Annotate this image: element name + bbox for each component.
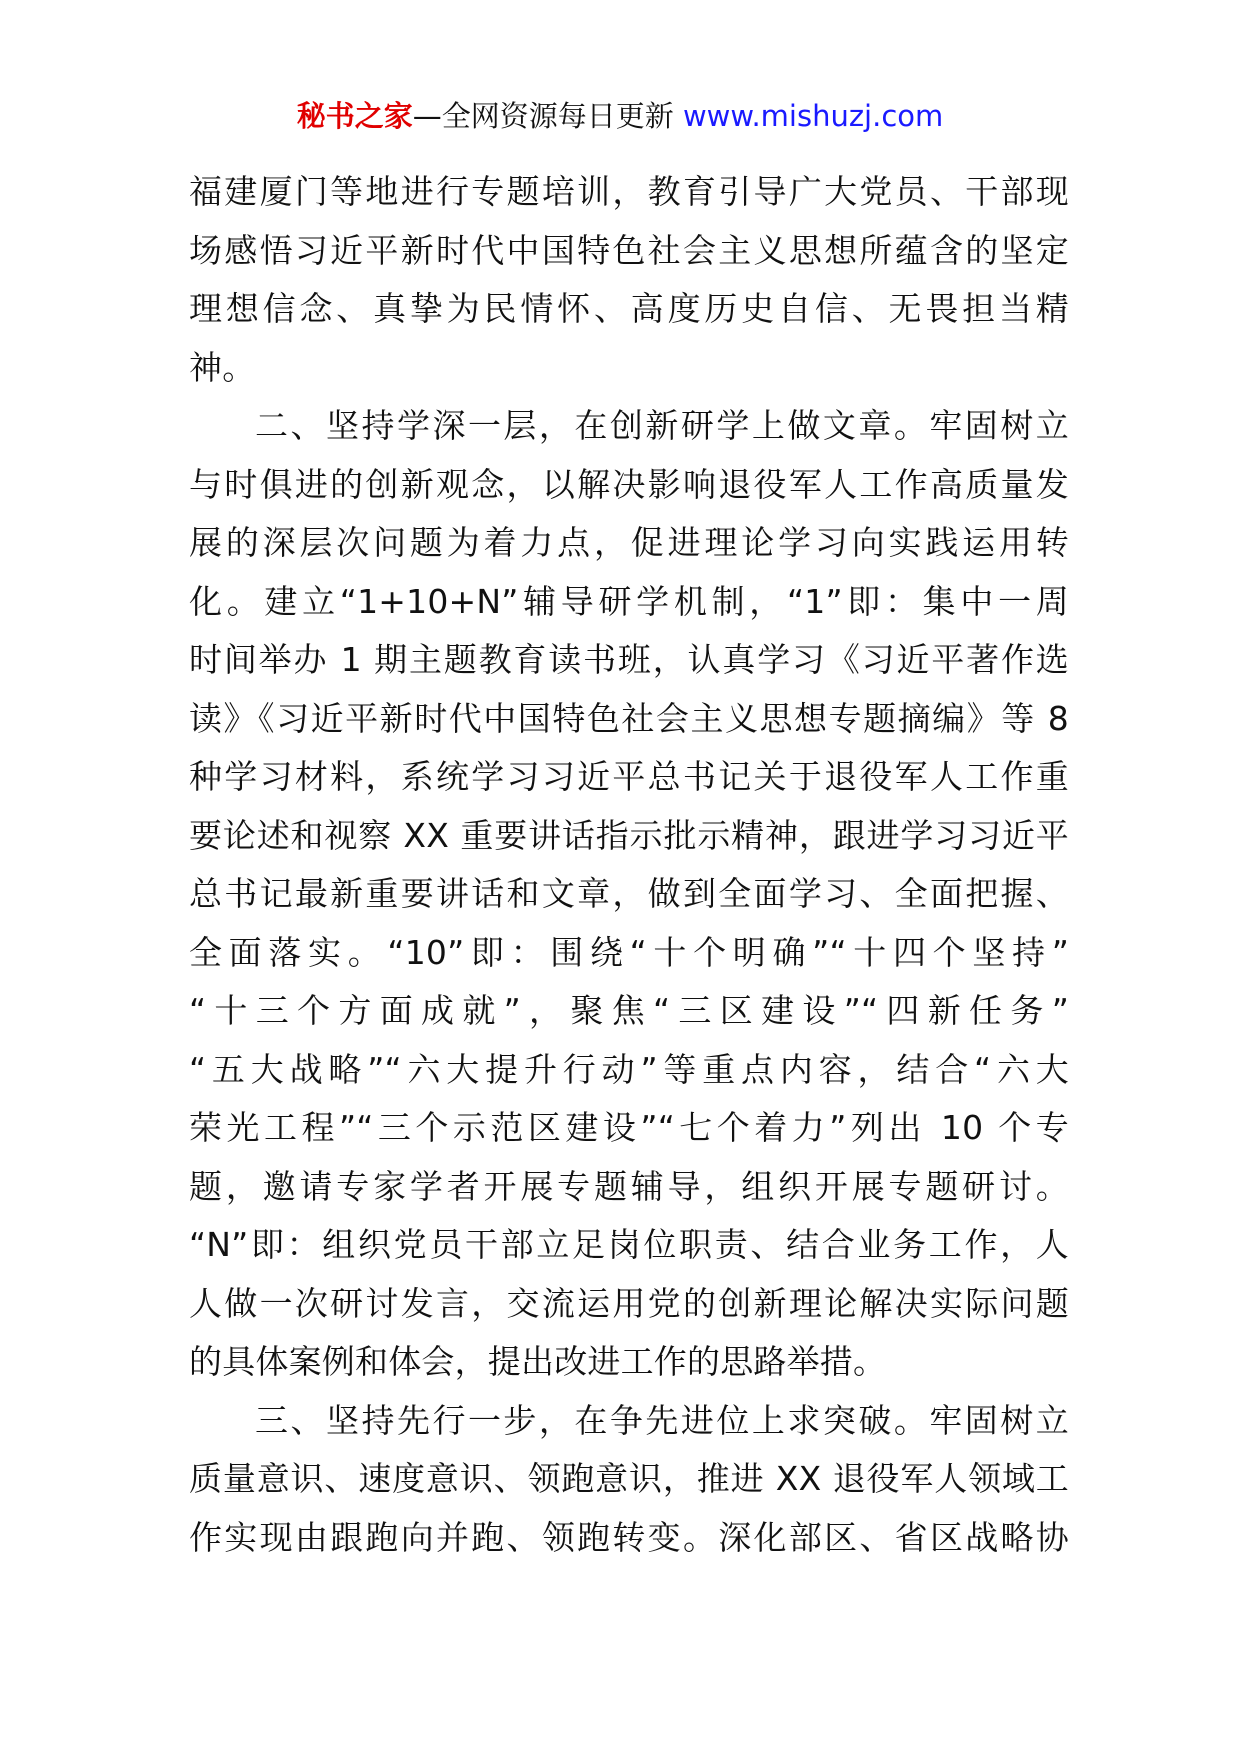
text-line: 全面落实。“10”即：围绕“十个明确”“十四个坚持” xyxy=(189,932,1069,972)
brand-name: 秘书之家 xyxy=(296,99,413,133)
text-line: 作实现由跟跑向并跑、领跑转变。深化部区、省区战略协 xyxy=(189,1517,1069,1557)
text-line: “五大战略”“六大提升行动”等重点内容，结合“六大 xyxy=(189,1049,1069,1089)
text-line: “十三个方面成就”，聚焦“三区建设”“四新任务” xyxy=(189,991,1069,1030)
section-heading-line: 三、坚持先行一步，在争先进位上求突破。牢固树立 xyxy=(255,1400,1069,1440)
header-tagline: —全网资源每日更新 xyxy=(412,99,683,133)
text-line: 神。 xyxy=(189,347,256,387)
text-line: 的具体案例和体会，提出改进工作的思路举措。 xyxy=(189,1342,887,1381)
text-line: 理想信念、真挚为民情怀、高度历史自信、无畏担当精 xyxy=(189,289,1069,328)
text-line: 读》《习近平新时代中国特色社会主义思想专题摘编》等 8 xyxy=(189,698,1069,738)
text-line: 总书记最新重要讲话和文章，做到全面学习、全面把握、 xyxy=(189,874,1069,913)
text-line: 场感悟习近平新时代中国特色社会主义思想所蕴含的坚定 xyxy=(189,230,1069,270)
text-line: 展的深层次问题为着力点，促进理论学习向实践运用转 xyxy=(189,523,1069,562)
document-body xyxy=(189,163,1069,1567)
text-line: 与时俱进的创新观念，以解决影响退役军人工作高质量发 xyxy=(189,464,1069,504)
text-line: 时间举办 1 期主题教育读书班，认真学习《习近平著作选 xyxy=(189,640,1069,679)
site-url-link[interactable]: www.mishuzj.com xyxy=(682,99,944,133)
text-line: 荣光工程”“三个示范区建设”“七个着力”列出 10 个专 xyxy=(189,1108,1069,1147)
text-line: 要论述和视察 XX 重要讲话指示批示精神，跟进学习习近平 xyxy=(189,815,1069,855)
text-line: 质量意识、速度意识、领跑意识，推进 XX 退役军人领域工 xyxy=(189,1459,1069,1498)
text-line: 人做一次研讨发言，交流运用党的创新理论解决实际问题 xyxy=(189,1283,1069,1323)
text-line: 种学习材料，系统学习习近平总书记关于退役军人工作重 xyxy=(189,757,1069,796)
section-heading-line: 二、坚持学深一层，在创新研学上做文章。牢固树立 xyxy=(255,406,1069,445)
site-header xyxy=(0,96,1240,136)
text-line: “N”即：组织党员干部立足岗位职责、结合业务工作，人 xyxy=(189,1225,1069,1264)
text-line: 福建厦门等地进行专题培训，教育引导广大党员、干部现 xyxy=(189,172,1069,211)
text-line: 题，邀请专家学者开展专题辅导，组织开展专题研讨。 xyxy=(189,1166,1069,1206)
text-line: 化。建立“1+10+N”辅导研学机制，“1”即：集中一周 xyxy=(189,581,1069,621)
